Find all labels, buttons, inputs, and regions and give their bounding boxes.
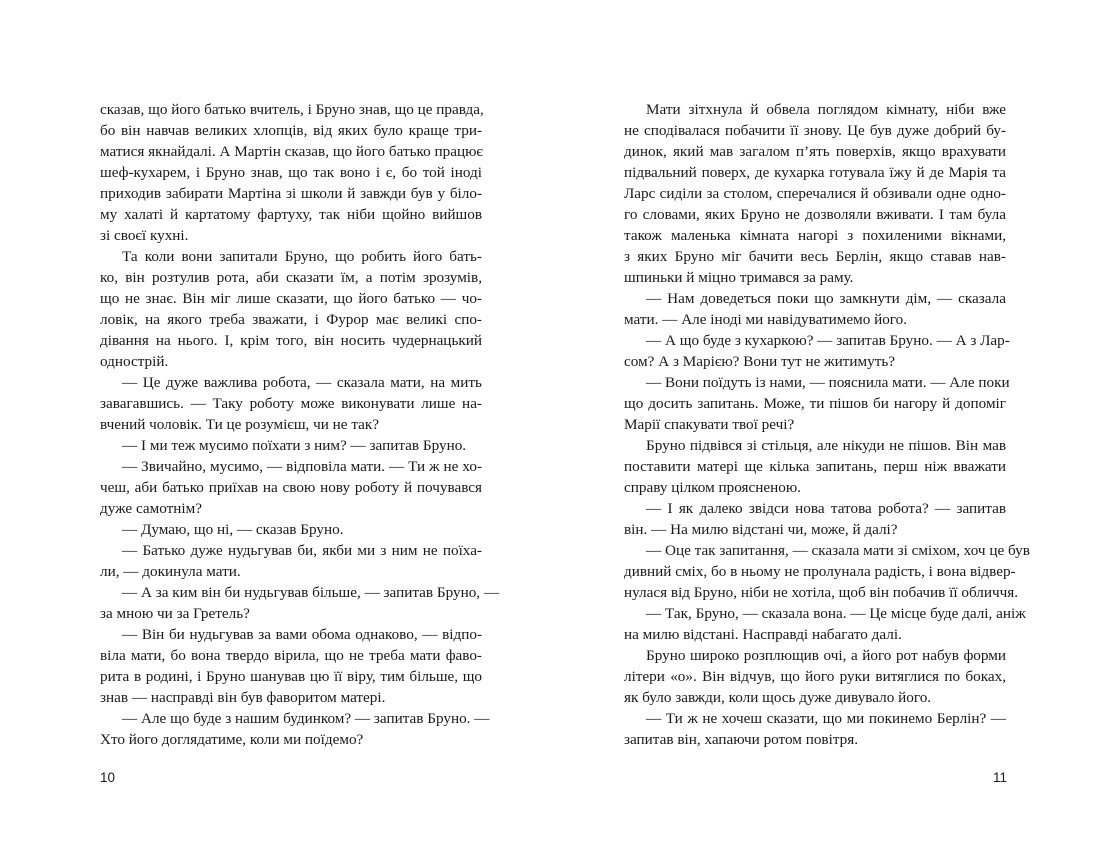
- text-line: динок, який мав загалом п’ять поверхів, якщо врахувати: [624, 143, 1006, 160]
- text-line: дуже самотнім?: [100, 500, 202, 517]
- text-line: — І ми теж мусимо поїхати з ним? — запитав Бруно.: [122, 437, 467, 454]
- text-line: — Це дуже важлива робота, — сказала мати, на мить: [122, 374, 482, 391]
- text-line: Та коли вони запитали Бруно, що робить його бать-: [122, 248, 482, 265]
- text-line: справу цілком проясненою.: [624, 479, 801, 496]
- text-line: — Думаю, що ні, — сказав Бруно.: [122, 521, 344, 538]
- text-line: не сподівалася побачити її знову. Це був дуже добрий бу-: [624, 122, 1006, 139]
- text-line: Ларс сиділи за столом, сперечалися й обзивали одне одно-: [624, 185, 1006, 202]
- text-line: дивний сміх, бо в ньому не пролунала радість, і вона відвер-: [624, 563, 1016, 580]
- left-page: [100, 99, 500, 750]
- text-line: рита в родині, і Бруно шанував цю її віру, тим більше, що: [100, 668, 482, 685]
- text-line: — Так, Бруно, — сказала вона. — Це місце буде далі, аніж: [646, 605, 1026, 622]
- text-line: — Звичайно, мусимо, — відповіла мати. — Ти ж не хо-: [122, 458, 482, 475]
- text-line: мати. — Але іноді ми навідуватимемо його.: [624, 311, 908, 328]
- text-line: чеш, аби батько приїхав на свою нову роботу й почувався: [100, 479, 482, 496]
- text-line: Бруно підвівся зі стільця, але нікуди не пішов. Він мав: [646, 437, 1006, 454]
- text-line: — Він би нудьгував за вами обома однаково, — відпо-: [122, 626, 482, 643]
- text-line: — Але що буде з нашим будинком? — запитав Бруно. —: [122, 710, 490, 727]
- right-page: [624, 99, 1030, 750]
- text-line: го словами, яких Бруно не дозволяли вживати. І там була: [624, 206, 1006, 223]
- left-page-number: 10: [100, 770, 116, 785]
- text-line: ко, він розтулив рота, аби сказати їм, а потім зрозумів,: [100, 269, 482, 286]
- text-line: зі своєї кухні.: [100, 227, 189, 244]
- text-line: також маленька кімната нагорі з похиленими вікнами,: [624, 227, 1006, 244]
- text-line: му халаті й картатому фартуху, так ніби щойно вийшов: [100, 206, 482, 223]
- text-line: шпиньки й міцно тримався за раму.: [624, 269, 854, 286]
- text-line: — Ти ж не хочеш сказати, що ми покинемо Берлін? —: [646, 710, 1006, 727]
- text-line: дівання на нього. І, крім того, він носить чудернацький: [100, 332, 482, 349]
- text-line: — І як далеко звідси нова татова робота? — запитав: [646, 500, 1006, 517]
- text-line: що не знає. Він міг лише сказати, що його батько — чо-: [100, 290, 482, 307]
- text-line: Марії спакувати твої речі?: [624, 416, 795, 433]
- text-line: з яких Бруно міг бачити весь Берлін, якщо ставав нав-: [624, 248, 1006, 265]
- text-line: шеф-кухарем, і Бруно знав, що так воно і є, бо той іноді: [100, 164, 482, 181]
- text-line: — Оце так запитання, — сказала мати зі сміхом, хоч це був: [646, 542, 1030, 559]
- text-line: він. — На милю відстані чи, може, й далі?: [624, 521, 898, 538]
- text-line: сом? А з Марією? Вони тут не житимуть?: [624, 353, 896, 370]
- text-line: вчений чоловік. Ти це розумієш, чи не так?: [100, 416, 380, 433]
- text-line: ли, — докинула мати.: [100, 563, 241, 580]
- text-line: бо він навчав великих хлопців, від яких було краще три-: [100, 122, 482, 139]
- text-line: що досить запитань. Може, ти пішов би нагору й допоміг: [624, 395, 1006, 412]
- text-line: матися якнайдалі. А Мартін сказав, що його батько працює: [100, 143, 483, 160]
- text-line: сказав, що його батько вчитель, і Бруно знав, що це правда,: [100, 101, 484, 118]
- text-line: на милю відстані. Насправді набагато далі.: [624, 626, 902, 643]
- text-line: за мною чи за Гретель?: [100, 605, 250, 622]
- text-line: — А що буде з кухаркою? — запитав Бруно. — А з Лар-: [646, 332, 1010, 349]
- text-line: завагавшись. — Таку роботу може виконувати лише на-: [100, 395, 482, 412]
- text-line: — Батько дуже нудьгував би, якби ми з ним не поїха-: [122, 542, 482, 559]
- text-line: Бруно широко розплющив очі, а його рот набув форми: [646, 647, 1006, 664]
- text-line: — Вони поїдуть із нами, — пояснила мати. — Але поки: [646, 374, 1010, 391]
- text-line: підвальний поверх, де кухарка готувала їжу й де Марія та: [624, 164, 1006, 181]
- text-line: приходив забирати Мартіна зі школи й завжди був у біло-: [100, 185, 482, 202]
- text-line: — А за ким він би нудьгував більше, — запитав Бруно, —: [122, 584, 500, 601]
- text-line: Хто його доглядатиме, коли ми поїдемо?: [100, 731, 364, 748]
- text-line: — Нам доведеться поки що замкнути дім, — сказала: [646, 290, 1006, 307]
- text-line: літери «о». Він відчув, що його руки витяглися по боках,: [624, 668, 1006, 685]
- text-line: ловік, на якого треба зважати, і Фурор має великі спо-: [100, 311, 482, 328]
- text-line: знав — насправді він був фаворитом матері.: [100, 689, 386, 706]
- text-line: віла мати, бо вона твердо вірила, що не треба мати фаво-: [100, 647, 482, 664]
- text-line: як було завжди, коли щось дуже дивувало його.: [624, 689, 932, 706]
- text-line: нулася від Бруно, ніби не хотіла, щоб він побачив її обличчя.: [624, 584, 1019, 601]
- text-line: однострій.: [100, 353, 169, 370]
- text-line: запитав він, хапаючи ротом повітря.: [624, 731, 859, 748]
- text-line: поставити матері ще кілька запитань, перш ніж вважати: [624, 458, 1006, 475]
- right-page-number: 11: [993, 770, 1008, 785]
- text-line: Мати зітхнула й обвела поглядом кімнату, ніби вже: [646, 101, 1006, 118]
